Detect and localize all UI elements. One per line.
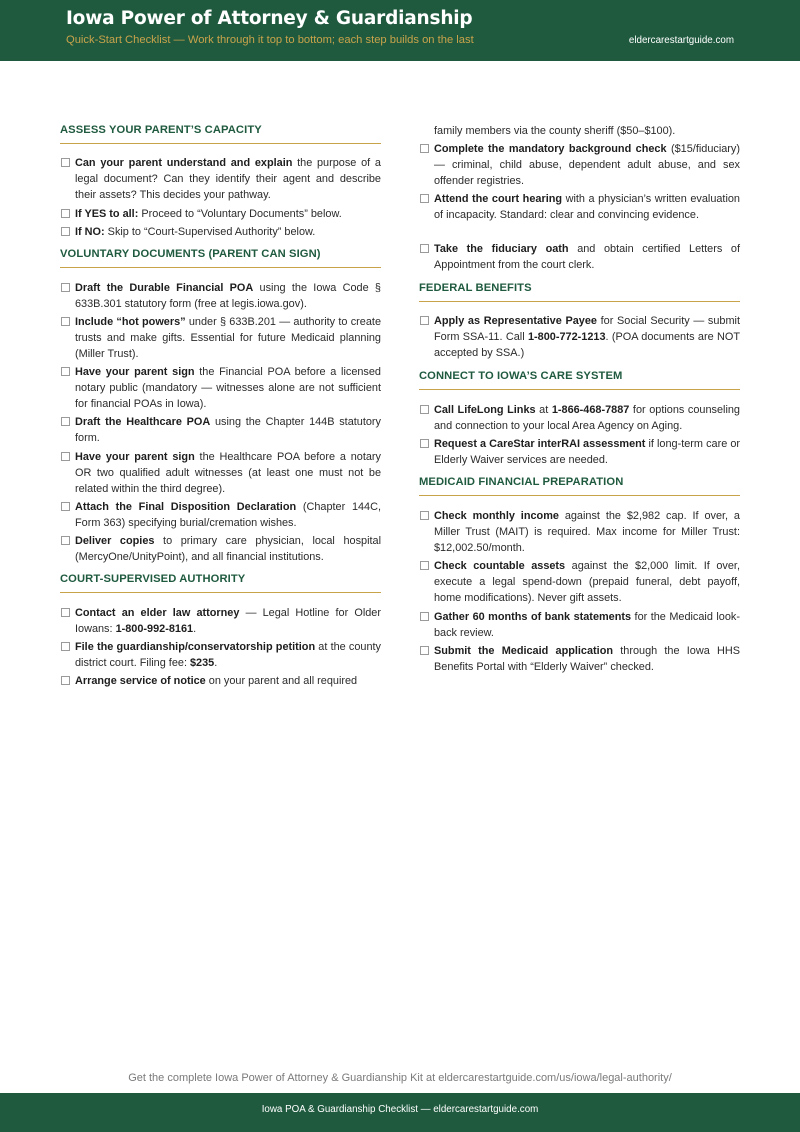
checkbox-icon[interactable] [61, 158, 70, 167]
checkbox-icon[interactable] [61, 283, 70, 292]
checklist-item[interactable]: Deliver copies to primary care physician, local hospital (MercyOne/UnityPoint), and all financial institutions. [60, 533, 381, 565]
checklist-item[interactable]: Submit the Medicaid application through the Iowa HHS Benefits Portal with “Elderly Waiver” checked. [419, 643, 740, 675]
checklist-item[interactable]: Contact an elder law attorney — Legal Hotline for Older Iowans: 1-800-992-8161. [60, 605, 381, 637]
checkbox-icon[interactable] [420, 316, 429, 325]
page-subtitle: Quick-Start Checklist — Work through it top to bottom; each step builds on the last [66, 34, 474, 46]
checklist-item[interactable]: Have your parent sign the Financial POA before a licensed notary public (mandatory — witnesses alone are not sufficient for financial POAs in Iowa). [60, 364, 381, 412]
checkbox-icon[interactable] [61, 676, 70, 685]
checklist-item[interactable]: Request a CareStar interRAI assessment if long-term care or Elderly Waiver services are needed. [419, 436, 740, 468]
checklist-item[interactable]: Attach the Final Disposition Declaration (Chapter 144C, Form 363) specifying burial/cremation wishes. [60, 499, 381, 531]
checklist-item[interactable]: If YES to all: Proceed to “Voluntary Documents” below. [60, 206, 381, 222]
checkbox-icon[interactable] [420, 244, 429, 253]
checkbox-icon[interactable] [61, 452, 70, 461]
section-title-court: COURT-SUPERVISED AUTHORITY [60, 573, 381, 593]
page-title: Iowa Power of Attorney & Guardianship [66, 8, 473, 29]
checklist-item[interactable]: Call LifeLong Links at 1-866-468-7887 for options counseling and connection to your local Area Agency on Aging. [419, 402, 740, 434]
checkbox-icon[interactable] [420, 561, 429, 570]
checkbox-icon[interactable] [420, 612, 429, 621]
checkbox-icon[interactable] [61, 608, 70, 617]
checklist-item[interactable]: File the guardianship/conservatorship petition at the county district court. Filing fee: $235. [60, 639, 381, 671]
checklist-item[interactable]: Draft the Durable Financial POA using the Iowa Code § 633B.301 statutory form (free at legis.iowa.gov). [60, 280, 381, 312]
checklist-item-continued: family members via the county sheriff ($50–$100). [434, 125, 676, 137]
checklist-item[interactable]: Check countable assets against the $2,000 limit. If over, execute a legal spend-down (prepaid funeral, debt payoff, home modifications). Never gift assets. [419, 558, 740, 606]
checkbox-icon[interactable] [61, 317, 70, 326]
checklist-item[interactable]: Complete the mandatory background check ($15/fiduciary) — criminal, child abuse, dependent adult abuse, and sex offender registries. [419, 141, 740, 189]
checkbox-icon[interactable] [61, 227, 70, 236]
checklist-item[interactable]: Take the fiduciary oath and obtain certified Letters of Appointment from the court clerk. [419, 241, 740, 273]
section-title-care-system: CONNECT TO IOWA’S CARE SYSTEM [419, 370, 740, 390]
checklist-item[interactable]: Apply as Representative Payee for Social Security — submit Form SSA-11. Call 1-800-772-1213. (POA documents are NOT accepted by SSA.) [419, 313, 740, 361]
checkbox-icon[interactable] [420, 405, 429, 414]
checkbox-icon[interactable] [61, 417, 70, 426]
footer-promo-link[interactable]: Get the complete Iowa Power of Attorney & Guardianship Kit at eldercarestartguide.com/us/iowa/legal-authority/ [128, 1072, 672, 1084]
checklist-item[interactable]: Gather 60 months of bank statements for the Medicaid look-back review. [419, 609, 740, 641]
header-site-link[interactable]: eldercarestartguide.com [628, 35, 734, 46]
section-title-capacity: ASSESS YOUR PARENT’S CAPACITY [60, 124, 381, 144]
checkbox-icon[interactable] [420, 646, 429, 655]
checkbox-icon[interactable] [61, 502, 70, 511]
checkbox-icon[interactable] [61, 209, 70, 218]
checklist-item[interactable]: Can your parent understand and explain the purpose of a legal document? Can they identify their agent and describe their assets? This decides your pathway. [60, 155, 381, 203]
checkbox-icon[interactable] [61, 642, 70, 651]
checklist-item[interactable]: If NO: Skip to “Court-Supervised Authority” below. [60, 224, 381, 240]
checkbox-icon[interactable] [61, 536, 70, 545]
checklist-item[interactable]: Attend the court hearing with a physician’s written evaluation of incapacity. Standard: clear and convincing evidence. [419, 191, 740, 223]
page-header [0, 0, 800, 61]
checklist-item[interactable]: Check monthly income against the $2,982 cap. If over, a Miller Trust (MAIT) is required. Max income for Miller Trust: $12,002.50/month. [419, 508, 740, 556]
checklist-item[interactable]: Draft the Healthcare POA using the Chapter 144B statutory form. [60, 414, 381, 446]
checklist-item[interactable]: Have your parent sign the Healthcare POA before a notary OR two qualified adult witnesses (at least one must not be related within the third degree). [60, 449, 381, 497]
section-title-federal: FEDERAL BENEFITS [419, 282, 740, 302]
checkbox-icon[interactable] [420, 144, 429, 153]
checkbox-icon[interactable] [420, 194, 429, 203]
checklist-item[interactable]: Include “hot powers” under § 633B.201 — authority to create trusts and make gifts. Essential for future Medicaid planning (Miller Trust). [60, 314, 381, 362]
section-title-medicaid: MEDICAID FINANCIAL PREPARATION [419, 476, 740, 496]
footer-text: Iowa POA & Guardianship Checklist — eldercarestartguide.com [261, 1104, 539, 1115]
checkbox-icon[interactable] [420, 511, 429, 520]
checkbox-icon[interactable] [420, 439, 429, 448]
checkbox-icon[interactable] [61, 367, 70, 376]
section-title-voluntary: VOLUNTARY DOCUMENTS (PARENT CAN SIGN) [60, 248, 381, 268]
checklist-item[interactable]: Arrange service of notice on your parent and all required [60, 673, 381, 689]
